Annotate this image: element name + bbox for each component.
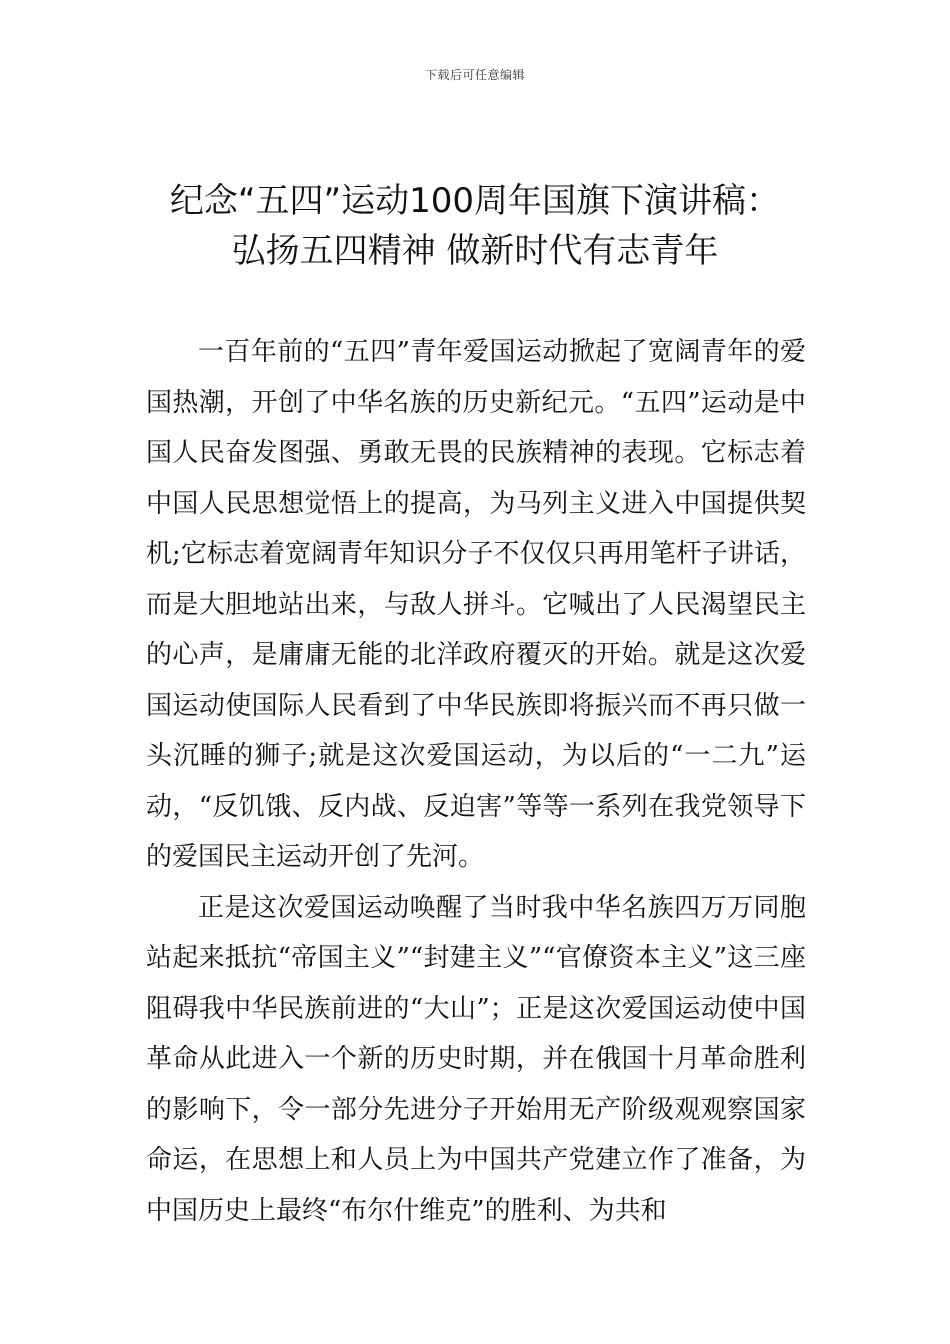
- title-line-1: 纪念“五四”运动100周年国旗下演讲稿：: [169, 181, 781, 221]
- paragraph-1: 一百年前的“五四”青年爱国运动掀起了宽阔青年的爱国热潮，开创了中华名族的历史新纪元。“五四”运动是中国人民奋发图强、勇敢无畏的民族精神的表现。它标志着中国人民思想觉悟上的提高，为马列主义进入中国提供契机;它标志着宽阔青年知识分子不仅仅只再用笔杆子讲话，而是大胆地站出来，与敌人拼斗。它喊出了人民渴望民主的心声，是庸庸无能的北洋政府覆灭的开始。就是这次爱国运动使国际人民看到了中华民族即将振兴而不再只做一头沉睡的狮子;就是这次爱国运动，为以后的“一二九”运动，“反饥饿、反内战、反迫害”等等一系列在我党领导下的爱国民主运动开创了先河。: [146, 337, 806, 872]
- header-note: 下载后可任意编辑: [424, 68, 525, 82]
- document-body: [146, 327, 806, 1236]
- paragraph-2: 正是这次爱国运动唤醒了当时我中华名族四万万同胞站起来抵抗“帝国主义”“封建主义”“官僚资本主义”这三座阻碍我中华民族前进的“大山”；正是这次爱国运动使中国革命从此进入一个新的历史时期，并在俄国十月革命胜利的影响下，令一部分先进分子开始用无产阶级观观察国家命运，在思想上和人员上为中国共产党建立作了准备，为中国历史上最终“布尔什维克”的胜利、为共和: [146, 892, 806, 1226]
- document-title: [120, 176, 830, 276]
- title-line-2: 弘扬五四精神 做新时代有志青年: [231, 231, 719, 271]
